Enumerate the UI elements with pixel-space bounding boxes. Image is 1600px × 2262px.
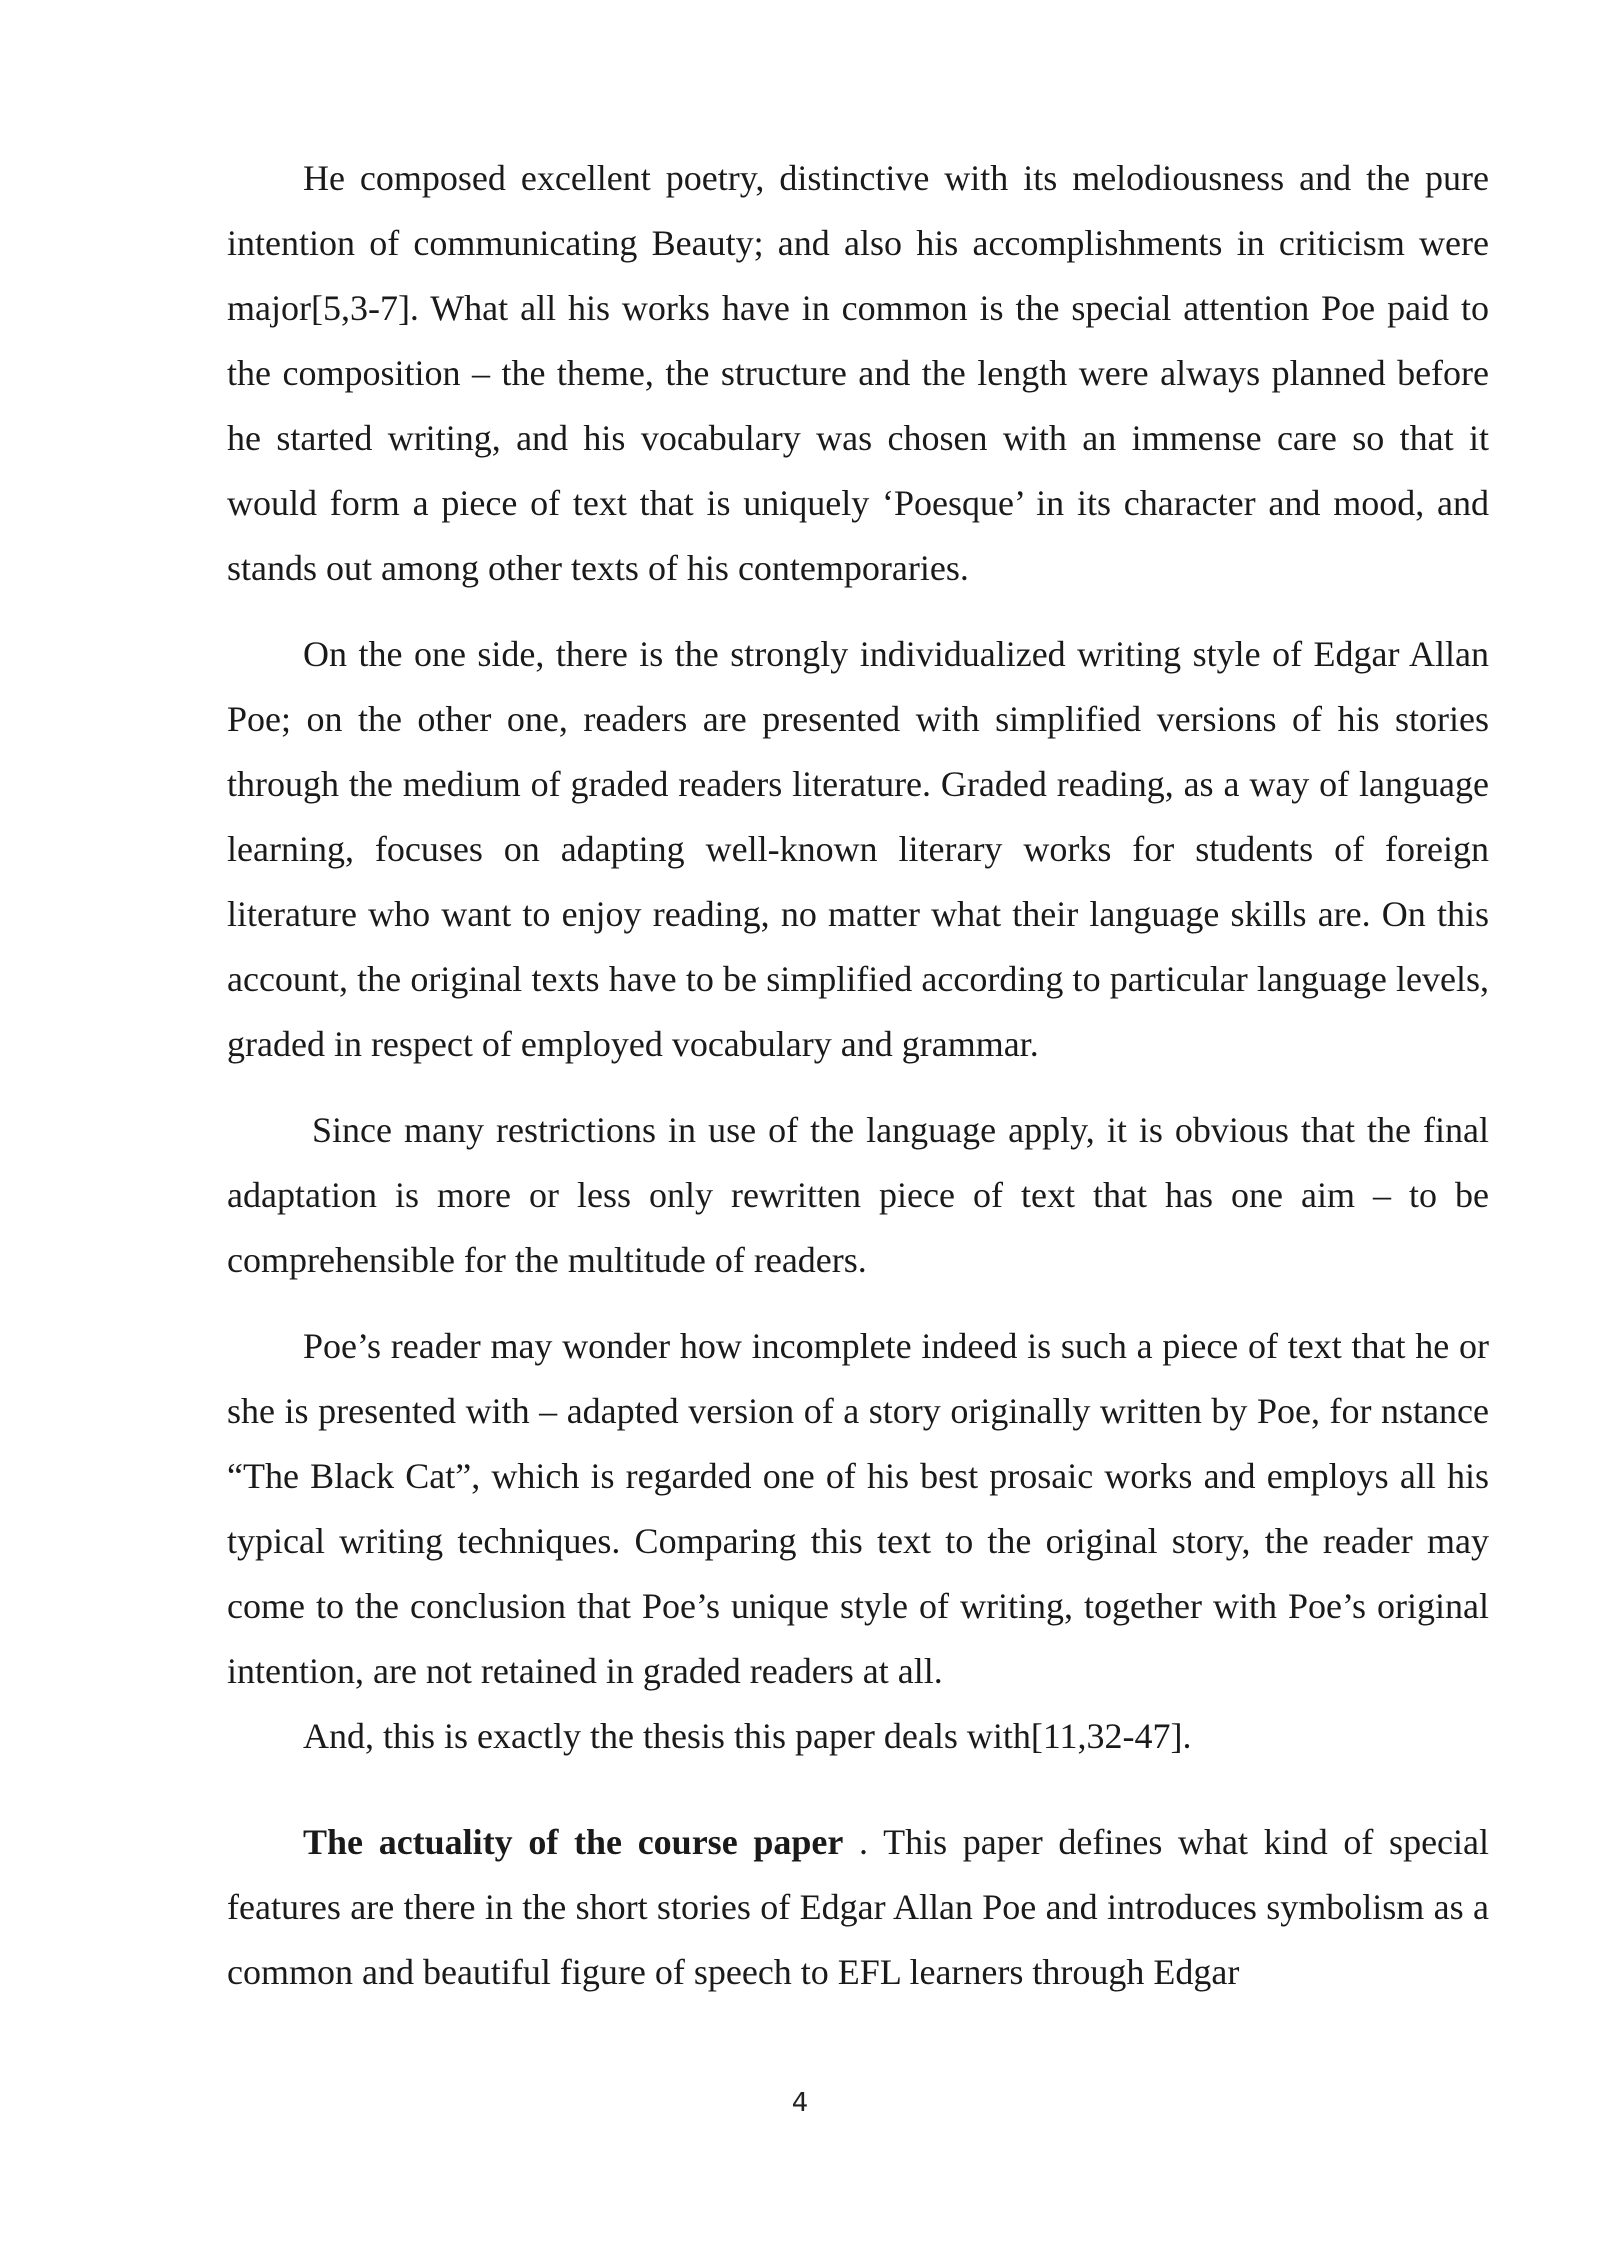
paragraph-thesis-statement: And, this is exactly the thesis this paper deals with[11,32-47]. bbox=[303, 1716, 1192, 1756]
paragraph-language-restrictions: Since many restrictions in use of the language apply, it is obvious that the final adaptation is more or less only rewritten piece of text that has one aim – to be comprehensible for the multitude of readers. bbox=[227, 1110, 1489, 1280]
actuality-text: . This paper defines what kind of special features are there in the short stories of Edgar Allan Poe and introduces symbolism as a common and beautiful figure of speech to EFL learners through Edgar bbox=[227, 1822, 1490, 1992]
body-text bbox=[227, 146, 1489, 2005]
actuality-heading: The actuality of the course paper bbox=[303, 1822, 844, 1862]
paragraph-poetry-and-composition: He composed excellent poetry, distinctive with its melodiousness and the pure intention of communicating Beauty; and also his accomplishments in criticism were major[5,3-7]. What all his works have in common is the special attention Poe paid to the composition – the theme, the structure and the length were always planned before he started writing, and his vocabulary was chosen with an immense care so that it would form a piece of text that is uniquely ‘Poesque’ in its character and mood, and stands out among other texts of his contemporaries. bbox=[227, 158, 1489, 588]
paragraph-actuality bbox=[227, 1810, 1489, 2005]
paragraph-black-cat-comparison: Poe’s reader may wonder how incomplete indeed is such a piece of text that he or she is presented with – adapted version of a story originally written by Poe, for nstance “The Black Cat”, which is regarded one of his best prosaic works and employs all his typical writing techniques. Comparing this text to the original story, the reader may come to the conclusion that Poe’s unique style of writing, together with Poe’s original intention, are not retained in graded readers at all. bbox=[227, 1326, 1489, 1691]
paragraph-graded-readers: On the one side, there is the strongly individualized writing style of Edgar Allan Poe; on the other one, readers are presented with simplified versions of his stories through the medium of graded readers literature. Graded reading, as a way of language learning, focuses on adapting well-known literary works for students of foreign literature who want to enjoy reading, no matter what their language skills are. On this account, the original texts have to be simplified according to particular language levels, graded in respect of employed vocabulary and grammar. bbox=[227, 634, 1489, 1064]
page-number: 4 bbox=[791, 2088, 809, 2118]
